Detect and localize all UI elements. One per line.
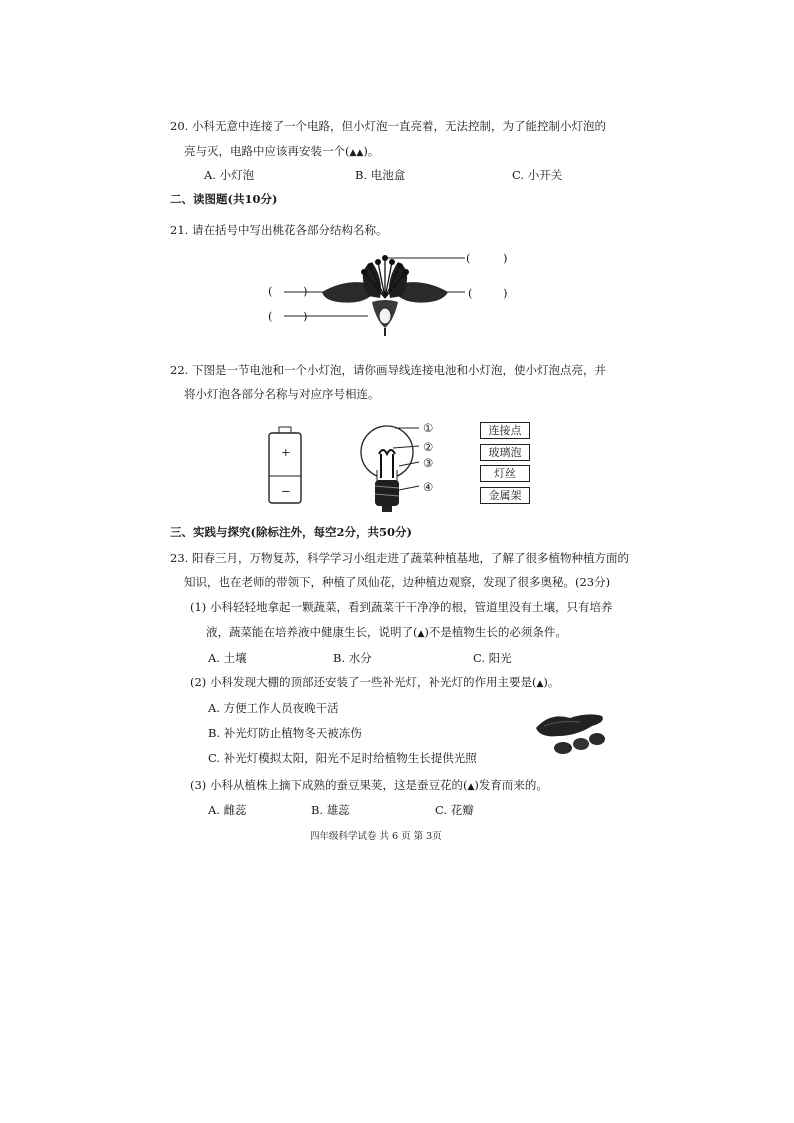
q23-3-line	[190, 778, 548, 794]
q22-line2: 将小灯泡各部分名称与对应序号相连。	[184, 387, 380, 401]
bracket-close-2: )	[303, 284, 308, 298]
q23-2-option-a: A. 方便工作人员夜晚干活	[208, 701, 339, 715]
label-box-filament: 灯丝	[480, 465, 530, 482]
q23-1-option-b: B. 水分	[333, 651, 372, 665]
q22-line1: 22. 下图是一节电池和一个小灯泡，请你画导线连接电池和小灯泡，使小灯泡点亮，并	[170, 363, 606, 377]
label-box-glass-bulb: 玻璃泡	[480, 444, 530, 461]
number-3: ③	[423, 456, 434, 470]
q23-2-text-a: (2) 小科发现大棚的顶部还安装了一些补光灯，补光灯的作用主要是(	[190, 675, 537, 689]
q23-3-option-c: C. 花瓣	[435, 803, 474, 817]
q20-option-c: C. 小开关	[512, 168, 563, 182]
answer-marker: ▲	[417, 629, 425, 639]
q20-line2-text-b: )。	[363, 144, 380, 158]
q20-line2-text-a: 亮与灭，电路中应该再安装一个(	[184, 144, 350, 158]
q23-3-text-a: (3) 小科从植株上摘下成熟的蚕豆果荚，这是蚕豆花的(	[190, 778, 468, 792]
q23-3-option-b: B. 雄蕊	[311, 803, 350, 817]
q23-2-text-b: )。	[543, 675, 560, 689]
q20-option-a: A. 小灯泡	[204, 168, 255, 182]
section-3-title: 三、实践与探究(除标注外，每空2分，共50分)	[170, 525, 412, 539]
light-bulb-icon	[355, 420, 440, 520]
broad-bean-pod-image	[530, 708, 610, 758]
q23-line1: 23. 阳春三月，万物复苏，科学学习小组走进了蔬菜种植基地，了解了很多植物种植方面的	[170, 551, 629, 565]
section-2-title: 二、读图题(共10分)	[170, 192, 278, 206]
bracket-open-3: (	[468, 286, 473, 300]
q20-line1: 20. 小科无意中连接了一个电路，但小灯泡一直亮着，无法控制，为了能控制小灯泡的	[170, 119, 606, 133]
answer-marker: ▲	[467, 782, 475, 792]
q20-option-b: B. 电池盒	[355, 168, 406, 182]
number-2: ②	[423, 440, 434, 454]
bracket-open-2: (	[268, 284, 273, 298]
battery-minus: −	[281, 484, 291, 498]
page-footer: 四年级科学试卷 共 6 页 第 3页	[310, 831, 442, 842]
q21-text: 21. 请在括号中写出桃花各部分结构名称。	[170, 223, 388, 237]
q23-1-option-c: C. 阳光	[473, 651, 512, 665]
q23-1-line2	[206, 625, 567, 641]
bracket-close-1: )	[503, 251, 508, 265]
q23-3-option-a: A. 雌蕊	[208, 803, 247, 817]
q23-2-option-c: C. 补光灯模拟太阳，阳光不足时给植物生长提供光照	[208, 751, 477, 765]
number-1: ①	[423, 421, 434, 435]
number-4: ④	[423, 480, 434, 494]
q23-line2: 知识，也在老师的带领下，种植了凤仙花，边种植边观察，发现了很多奥秘。(23分)	[184, 575, 611, 589]
answer-marker: ▲	[536, 679, 544, 689]
battery-plus: +	[281, 445, 291, 459]
q20-line2	[184, 144, 379, 160]
q23-2-option-b: B. 补光灯防止植物冬天被冻伤	[208, 726, 362, 740]
peach-flower-diagram	[260, 240, 520, 340]
q23-1-option-a: A. 土壤	[208, 651, 247, 665]
q23-1-line2-text-b: )不是植物生长的必须条件。	[424, 625, 567, 639]
q23-2-line	[190, 675, 559, 691]
bracket-open-4: (	[268, 309, 273, 323]
q23-1-line1: (1) 小科轻轻地拿起一颗蔬菜，看到蔬菜干干净净的根，管道里没有土壤，只有培养	[190, 600, 613, 614]
label-box-connection-point: 连接点	[480, 422, 530, 439]
label-box-metal-frame: 金属架	[480, 487, 530, 504]
answer-marker: ▲▲	[349, 148, 364, 158]
q23-1-line2-text-a: 液，蔬菜能在培养液中健康生长，说明了(	[206, 625, 418, 639]
bracket-open-1: (	[466, 251, 471, 265]
bracket-close-4: )	[303, 309, 308, 323]
q23-3-text-b: )发育而来的。	[474, 778, 548, 792]
bracket-close-3: )	[503, 286, 508, 300]
